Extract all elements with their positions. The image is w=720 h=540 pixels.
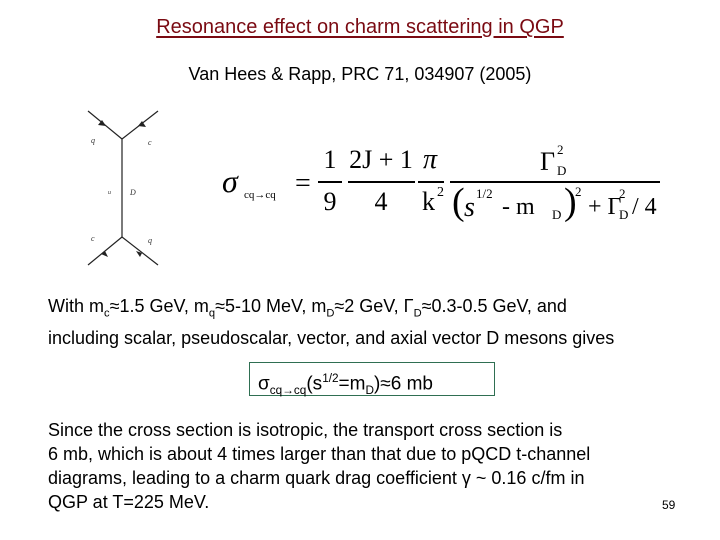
cross-section-formula <box>218 140 678 230</box>
frac3-den: k <box>422 187 435 216</box>
result-box: $\sigma_{cq\to cq}(s^{1/2}=m_D)\approx 6$ mb <box>249 362 495 396</box>
frac3-den-sup: 2 <box>437 185 444 200</box>
formula-equals: = <box>295 168 311 199</box>
label-c-top: c <box>148 138 152 147</box>
frac3-num: π <box>422 144 438 175</box>
frac4-num: Γ <box>540 147 556 176</box>
formula-sigma-sub: cq→cq <box>244 189 276 201</box>
conclusion-line-2: 6 mb, which is about 4 times larger than that due to pQCD t-channel <box>48 444 591 464</box>
label-q-bottom: q <box>148 236 152 245</box>
frac4-den-minus-sub: D <box>552 207 562 222</box>
frac4-den-plus-sup: 2 <box>619 186 626 201</box>
frac4-num-sup: 2 <box>557 142 564 157</box>
conclusion-line-3: diagrams, leading to a charm quark drag coefficient γ ~ 0.16 c/fm in <box>48 468 585 488</box>
frac4-paren-close: ) <box>564 181 577 223</box>
parameters-paragraph <box>48 294 614 350</box>
label-c-bottom: c <box>91 234 95 243</box>
frac4-den-s: s <box>464 192 475 223</box>
frac2-den: 4 <box>374 187 388 216</box>
frac1-den: 9 <box>323 187 337 216</box>
frac1-num: 1 <box>323 145 337 174</box>
conclusion-line-4: QGP at T=225 MeV. <box>48 492 210 512</box>
conclusion-paragraph <box>48 418 590 514</box>
frac4-den-s-sup: 1/2 <box>476 186 493 201</box>
frac4-den-plus: + Γ <box>588 194 622 220</box>
parameters-line-1: With $m_c\approx 1.5$ GeV, $m_q\approx 5-10$ MeV, $m_D\approx 2$ GeV, $\Gamma_D\approx 0.3-0.5$ GeV, and <box>48 296 567 320</box>
slide-title: Resonance effect on charm scattering in QGP <box>156 16 564 38</box>
page-number: 59 <box>662 498 676 512</box>
arrow-c-bottom <box>101 251 108 257</box>
label-mid: u <box>108 190 111 196</box>
frac4-den-plus-sub: D <box>619 207 629 222</box>
frac4-den-tail: / 4 <box>632 194 657 220</box>
outgoing-quark-line-bottom <box>122 237 158 265</box>
frac4-paren-open: ( <box>452 181 465 223</box>
frac2-num: 2J + 1 <box>349 145 413 174</box>
feynman-diagram <box>78 105 188 285</box>
parameters-line-2: including scalar, pseudoscalar, vector, and axial vector D mesons gives <box>48 327 615 348</box>
formula-sigma: σ <box>222 163 238 199</box>
label-q-top: q <box>91 136 95 145</box>
frac4-den-minus: - m <box>502 194 535 220</box>
frac4-num-sub: D <box>557 163 567 178</box>
citation: Van Hees & Rapp, PRC 71, 034907 (2005) <box>188 64 532 84</box>
frac4-den-sq: 2 <box>575 184 582 199</box>
conclusion-line-1: Since the cross section is isotropic, the transport cross section is <box>48 420 563 440</box>
label-D: D <box>130 188 136 197</box>
